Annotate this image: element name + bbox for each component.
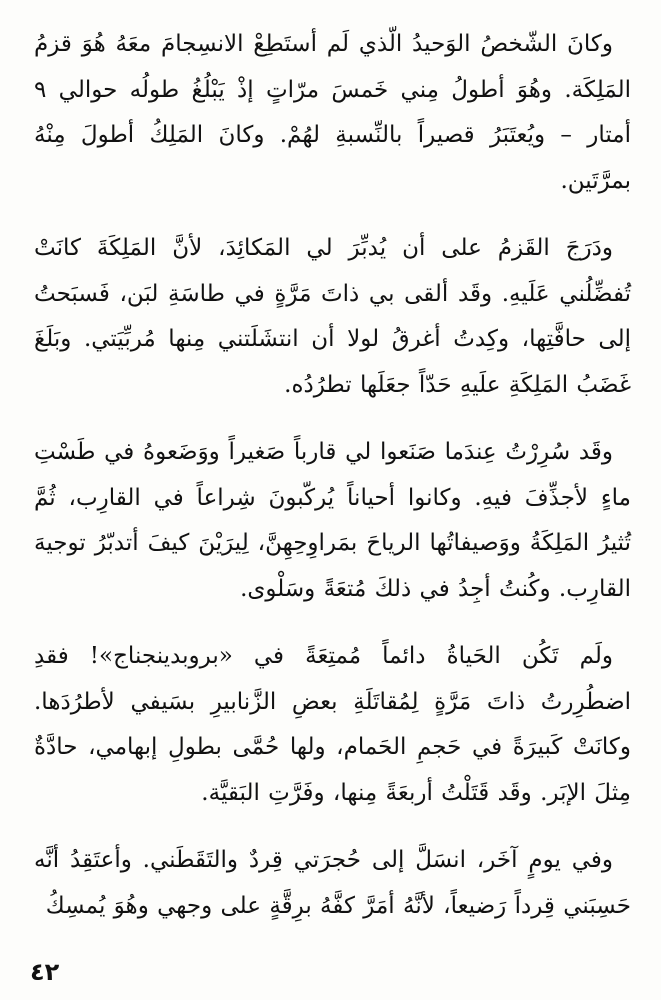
paragraph-5: وفي يومٍ آخَر، انسَلَّ إلى حُجرَتي قِردٌ والتَقَطَني. وأعتَقِدُ أنَّه حَسِبَني قِرداً رَضيعاً، لأنَّهُ أمَرَّ كفَّهُ برِقَّةٍ على وجهي وهُوَ يُمسِكُ — [34, 847, 631, 919]
body-text — [34, 22, 631, 929]
paragraph-3: وقَد سُرِرْتُ عِندَما صَنَعوا لي قارباً صَغيراً ووَضَعوهُ في طَسْتِ ماءٍ لأجذِّفَ فيهِ. وكانوا أحياناً يُركّبونَ شِراعاً في القارِب، ثُمَّ تُثيرُ المَلِكَةُ ووَصيفاتُها الرياحَ بمَراوِحِهِنَّ، لِيرَيْنَ كيفَ أتدبّرُ توجيهَ القارِب. وكُنتُ أجِدُ في ذلكَ مُتعَةً وسَلْوى. — [34, 439, 631, 602]
paragraph-1: وكانَ الشّخصُ الوَحيدُ الّذي لَم أستَطِعْ الانسِجامَ معَهُ هُوَ قزمُ المَلِكَة. وهُوَ أطولُ مِني خَمسَ مرّاتٍ إذْ يَبْلُغُ طولُه حوالي ٩ أمتار – ويُعتَبَرُ قصيراً بالنِّسبةِ لهُمْ. وكانَ المَلِكُ أطولَ مِنْهُ بمرَّتَين. — [34, 31, 631, 194]
paragraph-4: ولَم تَكُن الحَياةُ دائماً مُمتِعَةً في «بروبدينجناج»! فقدِ اضطُرِرتُ ذاتَ مَرَّةٍ لِمُقاتَلَةِ بعضِ الزَّنابيرِ بسَيفي لأطرُدَها. وكانَتْ كَبيرَةً في حَجمِ الحَمام، ولها حُمَّى بطولِ إبهامي، حادَّةٌ مِثلَ الإبَر. وقَد قَتَلْتُ أربعَةً مِنها، وفَرَّتِ البَقيَّة. — [34, 643, 631, 806]
paragraph-2: ودَرَجَ القَزمُ على أن يُدبِّرَ لي المَكائِدَ، لأنَّ المَلِكَةَ كانَتْ تُفضِّلُني عَلَيهِ. وقَد ألقى بي ذاتَ مَرَّةٍ في طاسَةِ لبَن، فَسبَحتُ إلى حافَّتِها، وكِدتُ أغرقُ لولا أن انتشَلَتني مِنها مُربِّيَتي. وبَلَغَ غَضَبُ المَلِكَةِ علَيهِ حَدّاً جعَلَها تطرُدُه. — [34, 235, 631, 398]
page-number: ٤٢ — [30, 958, 60, 986]
